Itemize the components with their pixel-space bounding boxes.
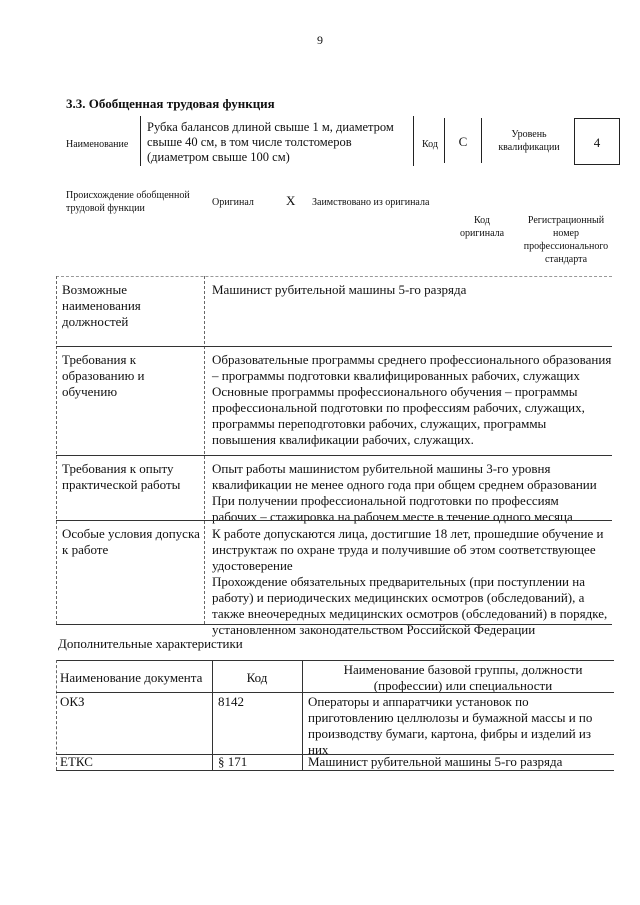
level-value-box [574, 118, 620, 165]
name-okz [308, 694, 614, 758]
name-label: Наименование [66, 139, 129, 150]
experience-line: Опыт работы машинистом рубительной машины 3-го уровня [212, 461, 551, 476]
level-label: Уровень квалификации [498, 129, 560, 153]
row-label-conditions: Особые условия допуска к работе [62, 526, 200, 557]
row-value-positions: Машинист рубительной машины 5-го разряда [212, 282, 467, 297]
header-code: Код [246, 670, 268, 685]
experience-line: квалификации не менее одного года при общем среднем образовании [212, 477, 597, 492]
education-line: повышения квалификации рабочих, служащих. [212, 432, 474, 447]
code-label: Код [422, 139, 438, 150]
reg-number-label: Регистрационный номер профессионального стандарта [523, 215, 609, 265]
name-value: Рубка балансов длиной свыше 1 м, диаметром свыше 40 см, в том числе толстомеров (диаметром свыше 100 см) [147, 120, 394, 164]
header-name: Наименование базовой группы, должности (профессии) или специальности [343, 662, 583, 693]
page-number: 9 [317, 33, 323, 47]
table-left-border [56, 276, 57, 624]
row-separator [56, 455, 612, 456]
code-okz: 8142 [218, 694, 244, 709]
row-separator [56, 520, 612, 521]
okz-name-line: них [308, 742, 329, 757]
name-value-box [140, 116, 414, 166]
additional-top-border [56, 660, 614, 661]
additional-bottom-border [56, 770, 614, 771]
okz-name-line: производству бумаги, картона, фибры и изделий из [308, 726, 592, 741]
conditions-line: К работе допускаются лица, достигшие 18 лет, прошедшие обучение и [212, 526, 604, 541]
original-mark: X [286, 193, 296, 208]
row-label-education: Требования к образованию и обучению [62, 352, 145, 399]
education-line: – программы подготовки квалифицированных рабочих, служащих [212, 368, 580, 383]
education-line: Основные программы профессионального обучения – программы [212, 384, 578, 399]
original-label: Оригинал [212, 197, 254, 208]
name-etks: Машинист рубительной машины 5-го разряда [308, 754, 563, 769]
code-original-label: Код оригинала [459, 215, 505, 239]
additional-title: Дополнительные характеристики [58, 636, 243, 651]
conditions-line: работу) и периодических медицинских осмотров (обследований), а [212, 590, 585, 605]
row-label-experience: Требования к опыту практической работы [62, 461, 181, 492]
level-value: 4 [593, 135, 601, 150]
row-value-conditions [212, 526, 614, 638]
experience-line: рабочих – стажировка на рабочем месте в течение одного месяца [212, 509, 573, 524]
code-value-box [444, 118, 482, 163]
code-etks: § 171 [218, 754, 248, 769]
origin-label: Происхождение обобщенной трудовой функции [66, 190, 190, 214]
education-line: профессиональной подготовки по профессиям рабочих, служащих, [212, 400, 585, 415]
okz-name-line: Операторы и аппаратчики установок по [308, 694, 529, 709]
experience-line: При получении профессиональной подготовки по профессиям [212, 493, 559, 508]
table-bottom-border [56, 624, 612, 625]
row-label-positions: Возможные наименования должностей [62, 282, 141, 329]
conditions-line: также внеочередных медицинских осмотров (обследований) в порядке, [212, 606, 608, 621]
education-line: программы переподготовки рабочих, служащих, программы [212, 416, 547, 431]
doc-etks: ЕТКС [60, 754, 93, 769]
code-value: C [458, 134, 468, 149]
row-separator [56, 346, 612, 347]
okz-name-line: приготовлению целлюлозы и бумажной массы и по [308, 710, 593, 725]
row-value-education [212, 352, 612, 448]
education-line: Образовательные программы среднего профессионального образования [212, 352, 612, 367]
conditions-line: инструктаж по охране труда и получившие об этом соответствующее [212, 542, 596, 557]
conditions-line: установленном законодательством Российской Федерации [212, 622, 536, 637]
conditions-line: удостоверение [212, 558, 293, 573]
header-doc: Наименование документа [60, 670, 203, 685]
borrowed-label: Заимствовано из оригинала [312, 197, 430, 208]
conditions-line: Прохождение обязательных предварительных (при поступлении на [212, 574, 585, 589]
table-top-border [56, 276, 612, 277]
row-value-experience [212, 461, 612, 525]
header-separator [56, 692, 614, 693]
table-divider [204, 276, 205, 624]
doc-okz: ОКЗ [60, 694, 85, 709]
section-title: 3.3. Обобщенная трудовая функция [66, 96, 275, 111]
